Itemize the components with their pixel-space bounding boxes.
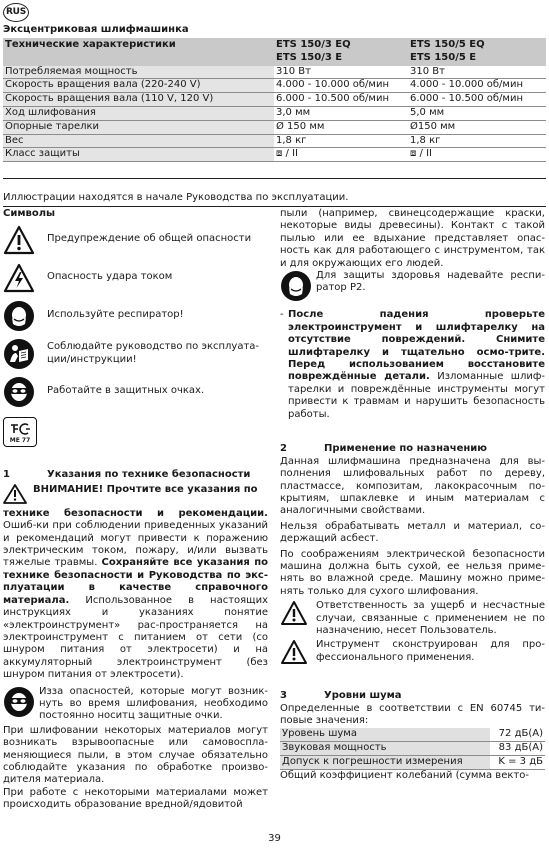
specs-row-value-b: Ø150 мм [408,120,546,134]
safety-text: Ошиб-ки при соблюдении приведенных указаний и рекомендаций могут привести к поражению электрическим током, пожару, и/или вызвать тяжелые травмы. [3,520,268,569]
warning-triangle-icon [3,484,33,508]
drop-check-text: Изломанные шлиф-тарелки и повреждённые инструменты могут привести к травмам и нарушить безопасность работы. [288,371,545,420]
specs-row-value-a: 6.000 - 10.500 об/мин [274,93,408,107]
goggles-note [3,686,268,723]
symbol-item [3,373,268,411]
symbol-item [3,335,268,373]
safety-goggles-icon [3,686,39,722]
vibration-paragraph: Общий коэффициент колебаний (сумма векто- [280,769,529,781]
liability-warning [280,600,545,637]
left-column [3,208,268,812]
section-3-heading [280,690,545,703]
noise-table [280,728,545,769]
section-number: 1 [3,468,10,480]
noise-row [280,755,545,769]
specs-row [3,79,546,93]
specs-header-model-a: ETS 150/3 EQ ETS 150/3 E [274,38,408,66]
specs-header-row [3,38,546,66]
metal-paragraph: Нельзя обрабатывать металл и материал, со-держащий асбест. [280,520,545,545]
noise-label: Уровень шума [280,728,490,741]
warning-triangle-icon [3,223,41,257]
section-number: 2 [280,442,287,454]
symbol-text: Работайте в защитных очках. [47,385,205,397]
certification-mark-icon [3,417,37,447]
respirator-note [280,270,545,306]
specs-row-value-b: 310 Вт [408,66,546,79]
purpose-paragraph: Данная шлифмашина предназначена для вы-полнения шлифовальных работ по дереву, пластмассе, композитам, лакокрасочным по-крытиям, шпаклевке и иным материалам с аналогичными свойствами. [280,455,545,517]
specs-row-label: Вес [3,134,274,148]
right-column [280,208,545,782]
section-1-heading [3,469,268,482]
symbol-item [3,221,268,259]
specs-row-value-b: 4.000 - 10.000 об/мин [408,79,546,93]
specs-row-value-a: 3,0 мм [274,106,408,120]
symbol-item [3,297,268,335]
specs-row [3,66,546,79]
specs-row-label: Класс защиты [3,148,274,162]
symbol-text: Используйте респиратор! [47,309,184,321]
section-title: Уровни шума [324,689,402,701]
bullet-dash: - [280,309,284,321]
toxic-dust-paragraph: При работе с некоторыми материалами может происходить образование вредной/ядовитой [3,786,268,811]
specs-row-label: Опорные тарелки [3,120,274,134]
respirator-icon [280,270,316,306]
symbols-title: Символы [3,208,56,219]
specs-header-label: Технические характеристики [3,38,274,66]
noise-row [280,728,545,741]
section-2-heading [280,443,545,456]
symbol-text: Соблюдайте руководство по эксплуата- ции/инструкции! [47,341,260,365]
respirator-note-text: Для защиты здоровья надевайте респи-ратор P2. [316,270,545,294]
specs-row [3,134,546,148]
safety-bold-text: Сохраняйте все указания по технике безопасности и Руководства по экс-плуатации в качестве справочного материала. [3,557,268,606]
specs-header-model-b: ETS 150/5 EQ ETS 150/5 E [408,38,546,66]
specs-row-value-b: ⧈ / II [408,148,546,162]
specs-row-label: Скорость вращения вала (220-240 V) [3,79,274,93]
symbol-text: Опасность удара током [47,271,173,283]
noise-intro: Определенные в соответствии с EN 60745 ти-повые значения: [280,702,545,726]
specs-row-value-b: 1,8 кг [408,134,546,148]
symbol-item [3,259,268,297]
specs-row-label: Скорость вращения вала (110 V, 120 V) [3,93,274,107]
attention-lead: ВНИМАНИЕ! Прочтите все указания по [33,483,258,495]
noise-label: Звуковая мощность [280,742,490,756]
section-title: Применение по назначению [324,442,488,454]
specs-row-value-a: Ø 150 мм [274,120,408,134]
section-number: 3 [280,689,287,701]
read-manual-icon [3,337,41,371]
section-title: Указания по технике безопасности [47,468,251,480]
language-badge: RUS [3,3,29,22]
respirator-icon [3,299,41,333]
liability-warning-text: Ответственность за ущерб и несчастные случаи, связанные с применением не по назначению, несет Пользователь. [316,600,545,637]
dust-continuation: пыли (например, свинецсодержащие краски, некоторые виды древесины). Контакт с такой пылью или ее вдыхание представляет опас-ность как для работающего с инструментом, так и для окружающих его людей. [280,208,545,269]
noise-value: 83 дБ(A) [490,742,545,756]
professional-use-warning [280,639,545,669]
dust-paragraph: При шлифовании некоторых материалов могут возникать взрывоопасные или самовоспла-меняющиеся пыли, в этом случае обязательно соблюдайте указания по обработке произво-дителя материала. [3,724,268,786]
warning-triangle-icon [280,639,316,669]
specs-row-value-b: 5,0 мм [408,106,546,120]
page-number: 39 [268,833,281,844]
specs-bottom-rule [3,178,546,179]
specs-row-value-a: 4.000 - 10.000 об/мин [274,79,408,93]
electrical-safety-paragraph: По соображениям электрической безопасности машина должна быть сухой, ее нельзя приме-нять во влажной среде. Машину можно приме-нять только для сухого шлифования. [280,548,545,597]
document-title: Эксцентриковая шлифмашинка [3,24,546,39]
specs-row-label: Потребляемая мощность [3,66,274,79]
specs-row [3,148,546,162]
certification-mark-text: ME 77 [9,437,31,445]
specs-row-value-b: 6.000 - 10.500 об/мин [408,93,546,107]
specs-row [3,93,546,107]
safety-bold-text: технике безопасности и рекомендации. [3,507,268,519]
specs-table [3,38,546,162]
specs-row-value-a: 310 Вт [274,66,408,79]
noise-value: 72 дБ(A) [490,728,545,741]
professional-use-text: Инструмент сконструирован для про-фессионального применения. [316,639,545,663]
specs-row-value-a: ⧈ / II [274,148,408,162]
noise-label: Допуск к погрешности измерения [280,755,490,769]
safety-paragraph [3,508,268,682]
symbol-text: Предупреждение об общей опасности [47,233,252,245]
drop-check-bullet [280,309,545,421]
specs-row-value-a: 1,8 кг [274,134,408,148]
attention-line [3,484,268,508]
noise-value: K = 3 дБ [490,755,545,769]
specs-row [3,120,546,134]
warning-triangle-icon [280,600,316,630]
drop-check-bold: После падения проверьте электроинструмент и шлифтарелку на отсутствие повреждений. Снимите шлифтарелку и тщательно осмо-трите. Перед использованием восстановите повреждённые детали. [288,309,545,383]
illustrations-note: Иллюстрации находятся в начале Руководства по эксплуатации. [3,192,546,207]
electric-shock-triangle-icon [3,261,41,295]
noise-row [280,742,545,756]
safety-goggles-icon [3,375,41,409]
goggles-note-text: Изза опасностей, которые могут возник-нуть во время шлифования, необходимо постоянно носитц защитные очки. [39,685,268,722]
specs-row-label: Ход шлифования [3,106,274,120]
specs-row [3,106,546,120]
safety-text: Использованное в настоящих инструкциях и указаниях понятие «электроинструмент» рас-пространяется на электроинструмент с питанием от сети (со шнуром питания от электросети) и на аккумуляторный электроинструмент (без шнуром питания от электросети). [3,594,268,681]
